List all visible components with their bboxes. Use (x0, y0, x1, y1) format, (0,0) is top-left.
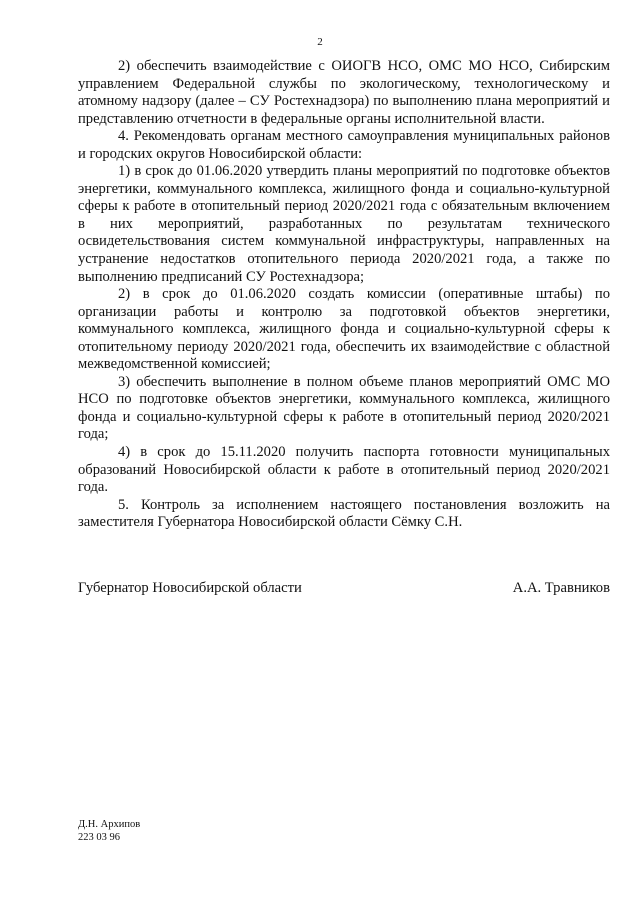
paragraph-subitem-1: 1) в срок до 01.06.2020 утвердить планы мероприятий по подготовке объектов энергетики, коммунального комплекса, жилищного фонда и социально-культурной сферы к работе в отопительный период 2020/2021 года с обязательным включением в них мероприятий, разработанных по результатам технического освидетельствования систем коммунальной инфраструктуры, направленных на устранение недостатков отопительного периода 2020/2021 года, а также по выполнению предписаний СУ Ростехнадзора; (78, 163, 610, 285)
executor-block (78, 818, 140, 844)
signature-block (78, 580, 610, 597)
signature-name: А.А. Травников (512, 580, 610, 596)
paragraph-subitem-3: 3) обеспечить выполнение в полном объеме планов мероприятий ОМС МО НСО по подготовке объектов энергетики, коммунального комплекса, жилищного фонда и социально-культурной сферы к работе в отопительный период 2020/2021 года; (78, 373, 610, 443)
paragraph-point-4: 4. Рекомендовать органам местного самоуправления муниципальных районов и городских округов Новосибирской области: (78, 128, 610, 162)
document-body (78, 58, 610, 532)
signature-position: Губернатор Новосибирской области (78, 580, 302, 596)
paragraph-subitem-4: 4) в срок до 15.11.2020 получить паспорта готовности муниципальных образований Новосибирской области к работе в отопительный период 2020/2021 года. (78, 444, 610, 496)
paragraph-item-2: 2) обеспечить взаимодействие с ОИОГВ НСО, ОМС МО НСО, Сибирским управлением Федеральной службы по экологическому, технологическому и атомному надзору (далее – СУ Ростехнадзора) по выполнению плана мероприятий и представлению отчетности в федеральные органы исполнительной власти. (78, 58, 610, 127)
paragraph-point-5: 5. Контроль за исполнением настоящего постановления возложить на заместителя Губернатора Новосибирской области Сёмку С.Н. (78, 496, 610, 531)
executor-phone: 223 03 96 (78, 832, 120, 843)
paragraph-subitem-2: 2) в срок до 01.06.2020 создать комиссии (оперативные штабы) по организации работы и контролю за подготовкой объектов энергетики, коммунального комплекса, жилищного фонда и социально-культурной сферы к отопительному периоду 2020/2021 года, обеспечить их взаимодействие с областной межведомственной комиссией; (78, 286, 610, 373)
page-number: 2 (317, 36, 323, 48)
executor-name: Д.Н. Архипов (78, 819, 141, 830)
